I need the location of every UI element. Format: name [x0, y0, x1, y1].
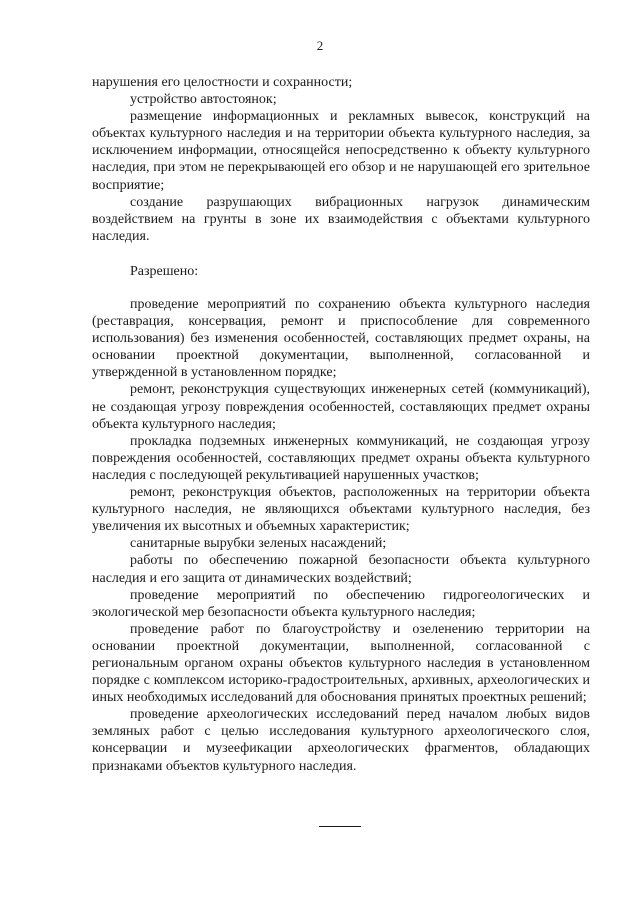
allowed-item: проведение работ по благоустройству и озеленению территории на основании проектной документации, выполненной, согласованной с региональным органом охраны объектов культурного наследия в установленном порядке с комплексом историко-градостроительных, архивных, археологических и иных необходимых исследований для обоснования принятых проектных решений;: [92, 621, 590, 706]
prohibited-item: размещение информационных и рекламных вывесок, конструкций на объектах культурного наследия и на территории объекта культурного наследия, за исключением информации, относящейся непосредственно к объекту культурного наследия, при этом не перекрывающей его обзор и не нарушающей его зрительное восприятие;: [92, 109, 590, 193]
end-of-text-rule: [319, 826, 361, 827]
prohibited-list-continued: [92, 74, 590, 245]
allowed-item: санитарные вырубки зеленых насаждений;: [130, 536, 387, 552]
allowed-heading: Разрешено:: [130, 264, 199, 279]
allowed-item: проведение археологических исследований перед началом любых видов земляных работ с целью исследования культурного археологического слоя, консервации и музеефикации археологических фрагментов, обладающих признаками объектов культурного наследия.: [92, 707, 590, 774]
allowed-list: [92, 296, 590, 775]
prohibited-item: устройство автостоянок;: [130, 92, 277, 108]
prohibited-item: нарушения его целостности и сохранности;: [92, 75, 353, 90]
prohibited-item: создание разрушающих вибрационных нагрузок динамическим воздействием на грунты в зоне их взаимодействия с объектами культурного наследия.: [92, 194, 590, 244]
allowed-item: ремонт, реконструкция существующих инженерных сетей (коммуникаций), не создающая угрозу повреждения особенностей, составляющих предмет охраны объекта культурного наследия;: [92, 382, 590, 432]
allowed-item: прокладка подземных инженерных коммуникаций, не создающая угрозу повреждения особенностей, составляющих предмет охраны объекта культурного наследия с последующей рекультивацией нарушенных участков;: [92, 433, 590, 483]
allowed-item: работы по обеспечению пожарной безопасности объекта культурного наследия и его защита от динамических воздействий;: [92, 553, 590, 586]
page-number: 2: [316, 38, 324, 53]
allowed-item: проведение мероприятий по обеспечению гидрогеологических и экологической мер безопасности объекта культурного наследия;: [92, 587, 590, 620]
allowed-item: ремонт, реконструкция объектов, расположенных на территории объекта культурного наследия, не являющихся объектами культурного наследия, без увеличения их высотных и объемных характеристик;: [92, 485, 590, 535]
allowed-item: проведение мероприятий по сохранению объекта культурного наследия (реставрация, консервация, ремонт и приспособление для современного использования) без изменения особенностей, составляющих предмет охраны, на основании проектной документации, выполненной, согласованной и утвержденной в установленном порядке;: [92, 297, 590, 381]
